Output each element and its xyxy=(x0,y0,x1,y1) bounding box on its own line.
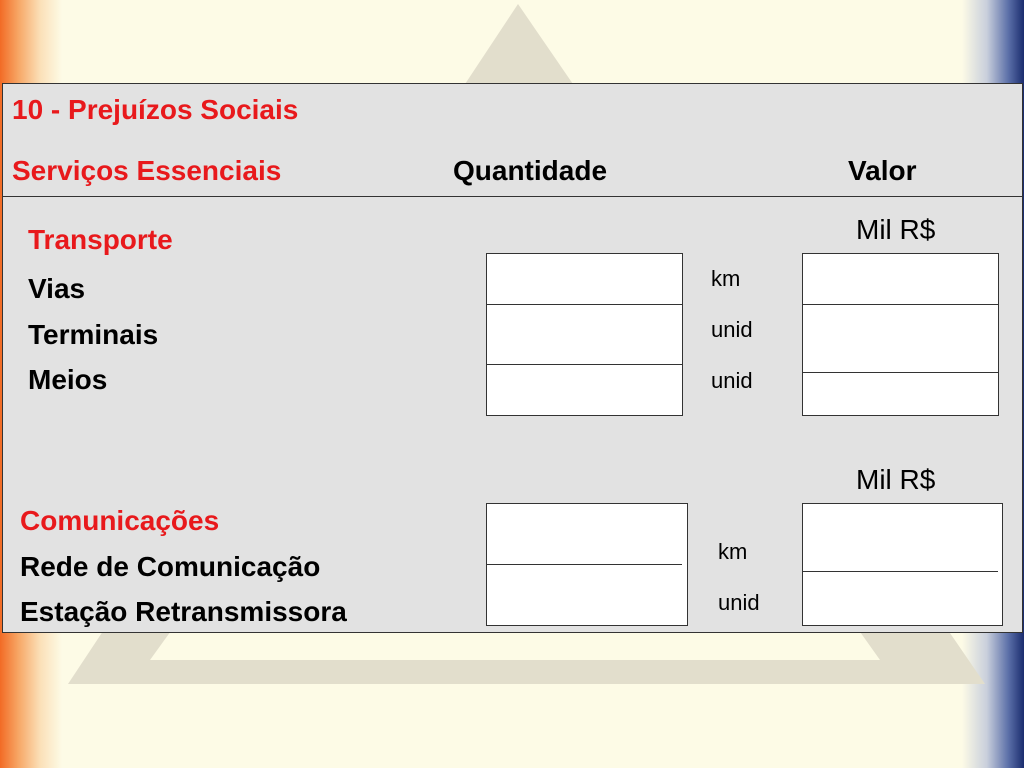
header-divider xyxy=(2,196,1023,197)
transporte-value-box xyxy=(802,253,999,416)
row-label-rede: Rede de Comunicação xyxy=(20,551,321,582)
row-label-terminais: Terminais xyxy=(28,319,159,350)
transporte-quantity-box xyxy=(486,253,683,416)
transporte-title: Transporte xyxy=(28,224,173,255)
row-label-vias: Vias xyxy=(28,273,86,304)
divider xyxy=(802,304,999,305)
unit-rede: km xyxy=(718,539,748,564)
row-label-estacao: Estação Retransmissora xyxy=(20,596,347,627)
unit-vias: km xyxy=(711,266,741,291)
unit-meios: unid xyxy=(711,368,753,393)
unit-terminais: unid xyxy=(711,317,753,342)
comunicacoes-value-box xyxy=(802,503,1003,626)
row-label-meios: Meios xyxy=(28,364,108,395)
header-services: Serviços Essenciais xyxy=(12,155,282,186)
divider xyxy=(486,564,682,565)
header-value: Valor xyxy=(848,155,917,186)
divider xyxy=(486,304,683,305)
comunicacoes-title: Comunicações xyxy=(20,505,220,536)
header-quantity: Quantidade xyxy=(453,155,608,186)
divider xyxy=(486,364,683,365)
transporte-currency: Mil R$ xyxy=(856,214,936,245)
unit-estacao: unid xyxy=(718,590,760,615)
section-title: 10 - Prejuízos Sociais xyxy=(12,94,299,125)
comunicacoes-currency: Mil R$ xyxy=(856,464,936,495)
divider xyxy=(802,372,999,373)
divider xyxy=(802,571,998,572)
